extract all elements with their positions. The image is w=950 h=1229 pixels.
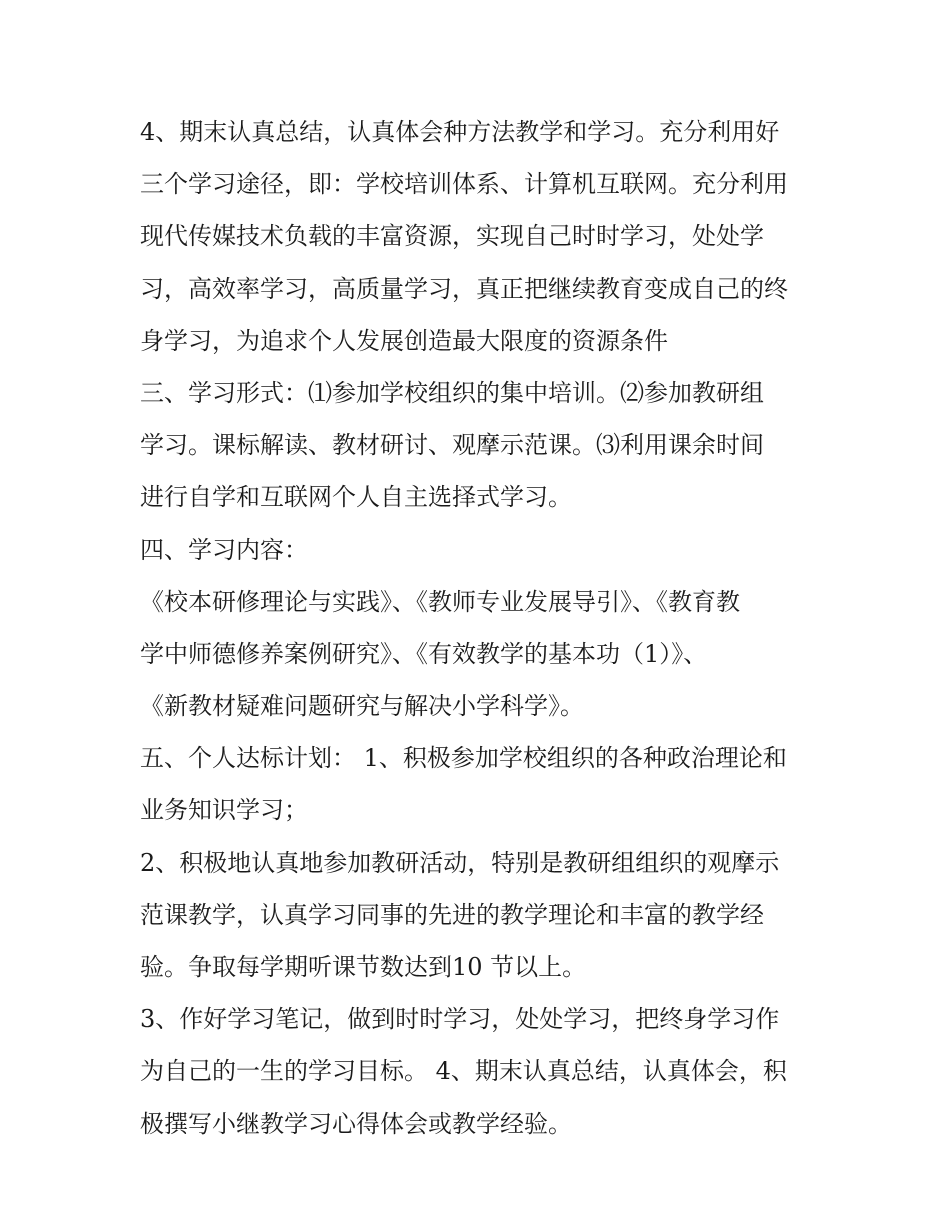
text-line: 三个学习途径，即：学校培训体系、计算机互联网。充分利用 — [140, 170, 788, 199]
text-line: 范课教学，认真学习同事的先进的教学理论和丰富的教学经 — [140, 900, 764, 929]
text-line: 3、作好学习笔记，做到时时学习，处处学习，把终身学习作 — [140, 1005, 780, 1034]
text-line: 学习。课标解读、教材研讨、观摩示范课。⑶利用课余时间 — [140, 431, 764, 460]
section-heading: 四、学习内容： — [140, 535, 308, 564]
text-line: 验。争取每学期听课节数达到10 节以上。 — [140, 953, 587, 981]
text-line: 为自己的一生的学习目标。 4、期末认真总结，认真体会，积 — [140, 1057, 787, 1086]
text-line: 4、期末认真总结，认真体会种方法教学和学习。充分利用好 — [140, 118, 780, 146]
document-body — [140, 106, 830, 1150]
text-line: 进行自学和互联网个人自主选择式学习。 — [140, 483, 572, 512]
text-line: 极撰写小继教学习心得体会或教学经验。 — [140, 1109, 572, 1138]
text-line: 学中师德修养案例研究》、《有效教学的基本功（1）》、 — [140, 639, 708, 668]
text-line: 2、积极地认真地参加教研活动，特别是教研组组织的观摩示 — [140, 848, 780, 877]
text-line: 五、个人达标计划： 1、积极参加学校组织的各种政治理论和 — [140, 744, 787, 773]
text-line: 身学习，为追求个人发展创造最大限度的资源条件 — [140, 326, 668, 355]
text-line: 三、学习形式：⑴参加学校组织的集中培训。⑵参加教研组 — [140, 378, 764, 407]
text-line: 业务知识学习； — [140, 796, 308, 825]
text-line: 《新教材疑难问题研究与解决小学科学》。 — [140, 692, 584, 721]
text-line: 习，高效率学习，高质量学习，真正把继续教育变成自己的终 — [140, 274, 788, 303]
text-line: 现代传媒技术负载的丰富资源，实现自己时时学习，处处学 — [140, 222, 764, 251]
text-line: 《校本研修理论与实践》、《教师专业发展导引》、《教育教 — [140, 587, 740, 616]
